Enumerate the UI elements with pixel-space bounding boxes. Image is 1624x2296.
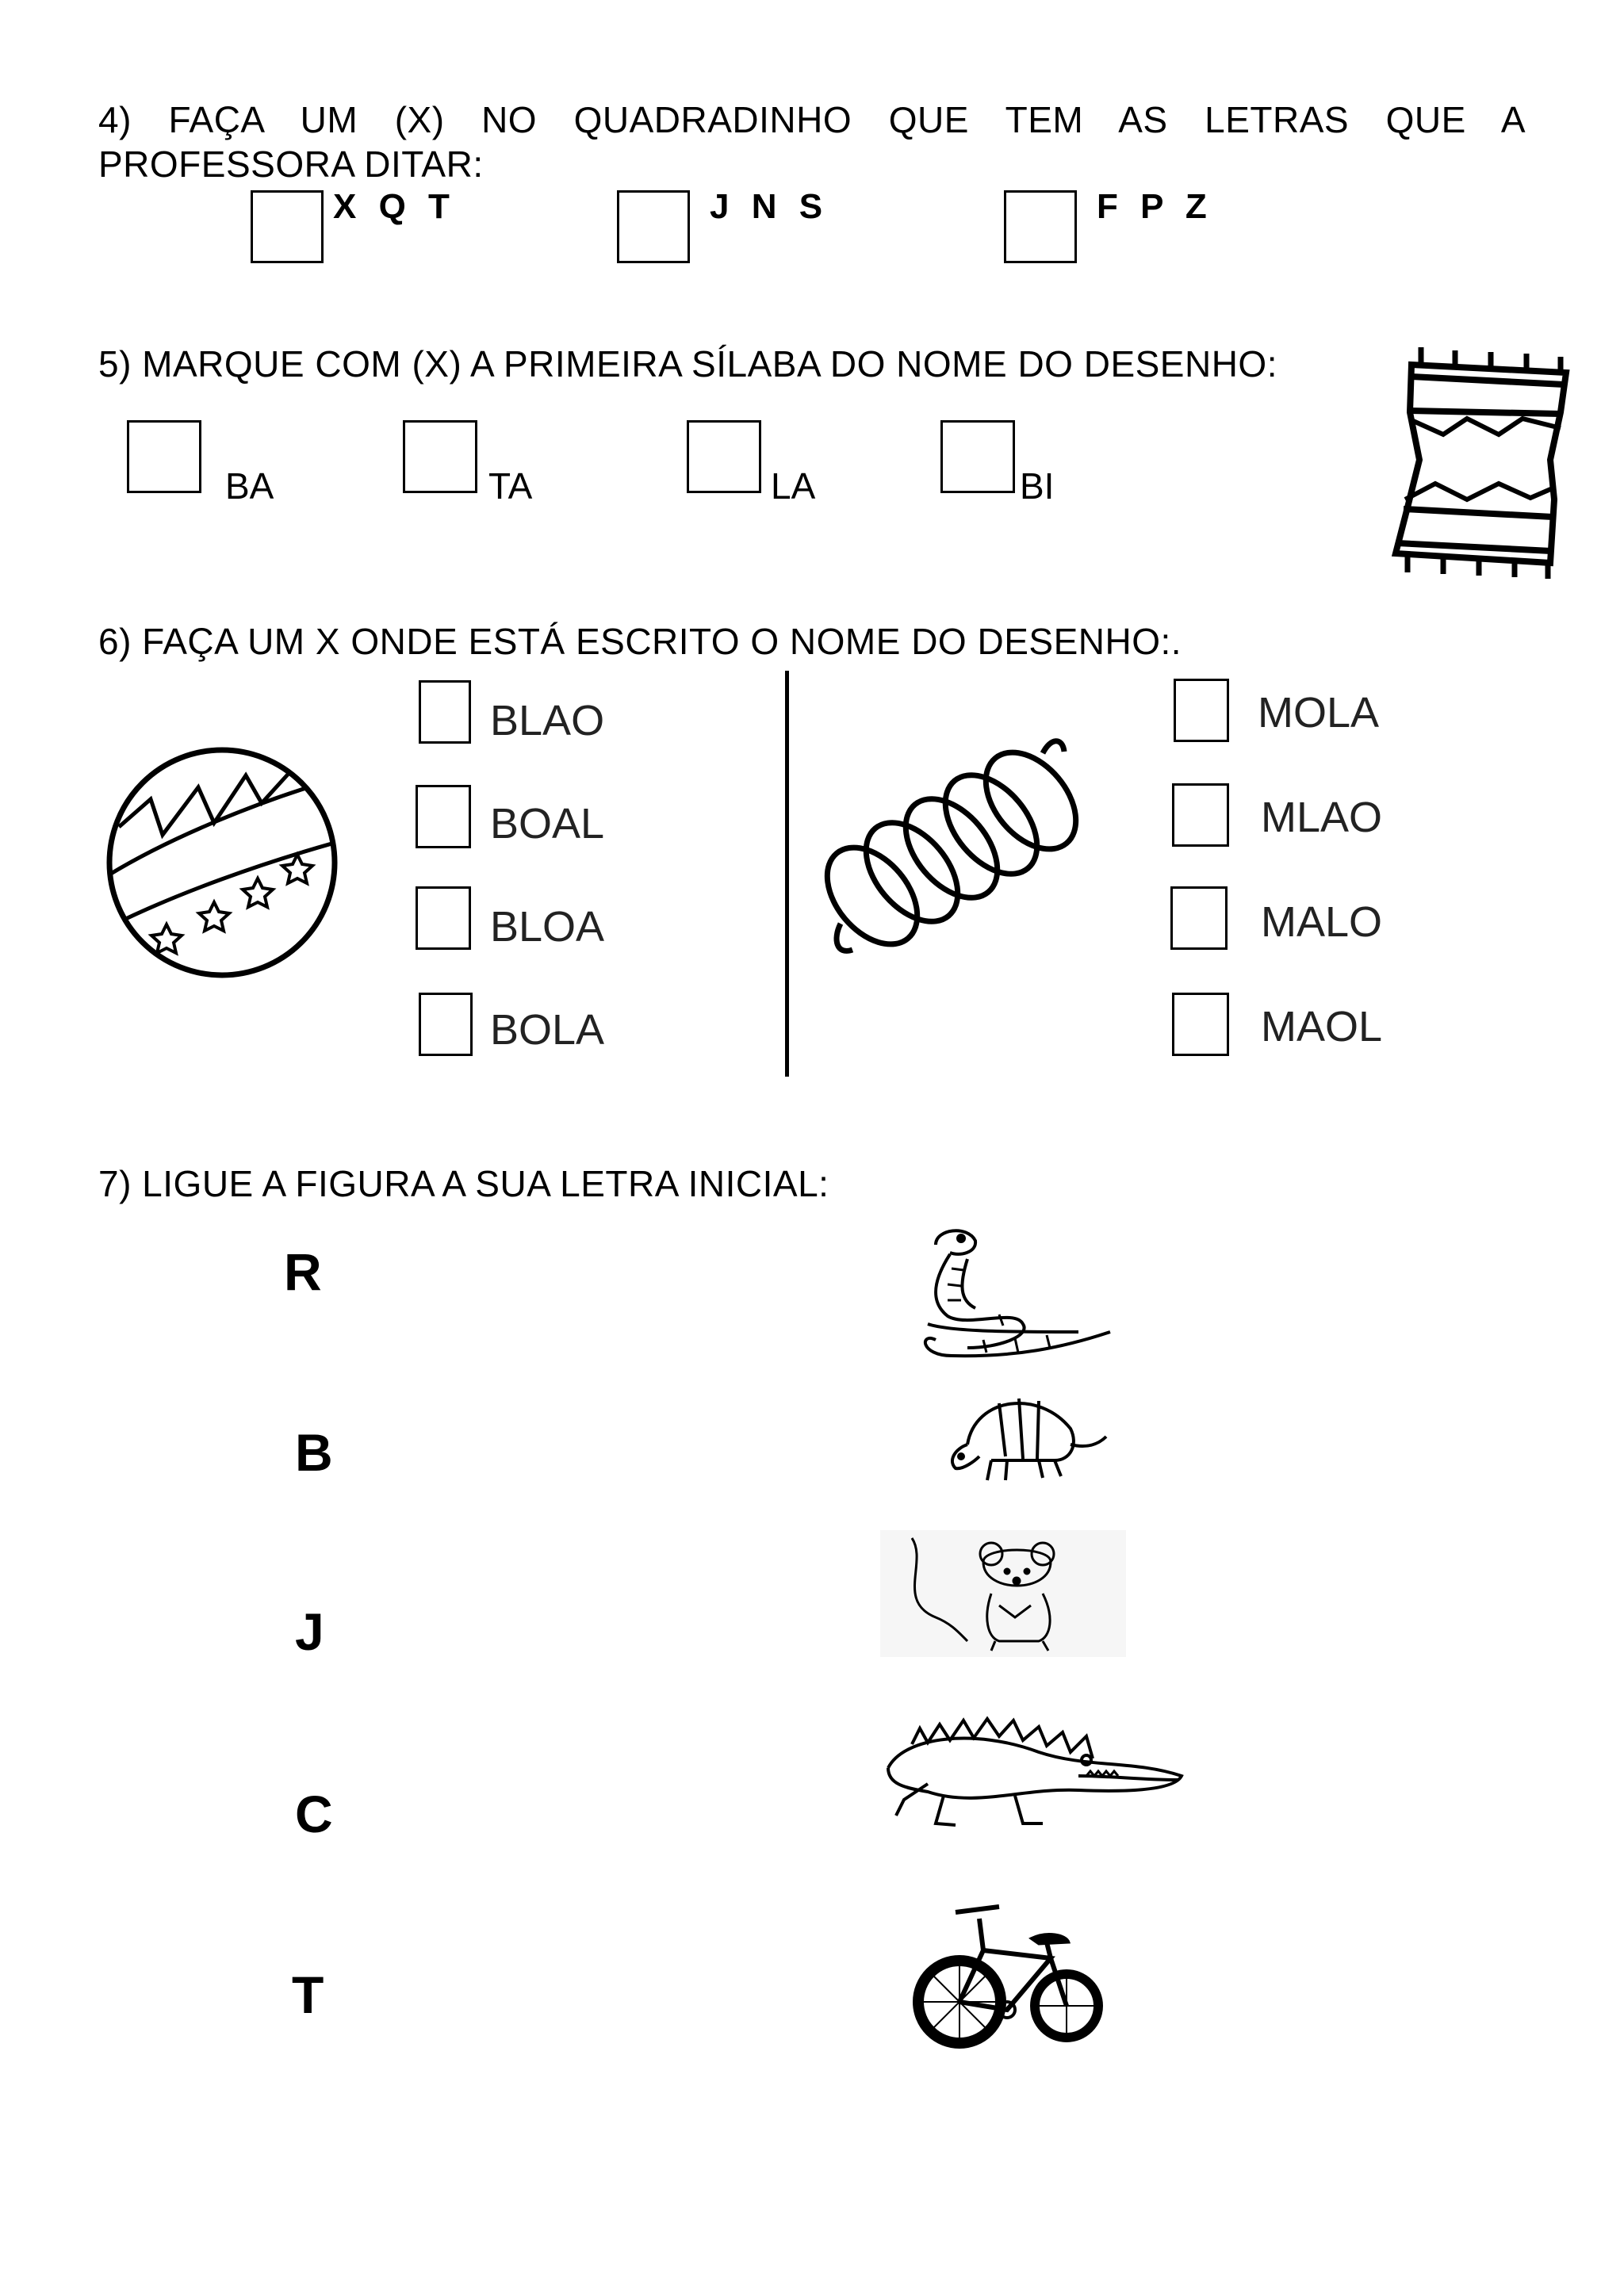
q4-title-line2: PROFESSORA DITAR:: [98, 144, 484, 185]
q7-letter-c[interactable]: C: [295, 1785, 333, 1843]
q6-right-checkbox-4[interactable]: [1172, 993, 1229, 1056]
q6-right-option-3: MALO: [1261, 898, 1383, 946]
q5-option-la: LA: [771, 465, 816, 507]
q6-left-checkbox-2[interactable]: [416, 785, 471, 848]
q6-right-checkbox-1[interactable]: [1174, 679, 1229, 742]
q7-letter-b[interactable]: B: [295, 1423, 333, 1482]
q4-option-3: F P Z: [1097, 187, 1213, 226]
q5-checkbox-ta[interactable]: [403, 420, 477, 493]
q6-left-option-2: BOAL: [490, 800, 605, 848]
q7-title: 7) LIGUE A FIGURA A SUA LETRA INICIAL:: [98, 1163, 829, 1204]
q6-left-option-4: BOLA: [490, 1006, 605, 1054]
q6-right-checkbox-2[interactable]: [1172, 783, 1229, 847]
ball-icon: [103, 744, 341, 982]
q6-left-checkbox-3[interactable]: [416, 886, 471, 950]
q6-right-option-2: MLAO: [1261, 794, 1383, 841]
q7-letter-r[interactable]: R: [284, 1242, 322, 1301]
bicycle-icon[interactable]: [912, 1895, 1110, 2053]
armadillo-icon[interactable]: [944, 1381, 1110, 1492]
q6-title: 6) FAÇA UM X ONDE ESTÁ ESCRITO O NOME DO DESENHO:.: [98, 621, 1182, 662]
q4-checkbox-2[interactable]: [617, 190, 690, 263]
q5-option-bi: BI: [1020, 465, 1055, 507]
q6-right-option-1: MOLA: [1258, 689, 1380, 737]
candy-wrapper-icon: [1380, 341, 1586, 587]
alligator-icon[interactable]: [880, 1697, 1189, 1839]
spring-icon: [817, 729, 1110, 975]
q5-checkbox-ba[interactable]: [127, 420, 201, 493]
q6-left-option-1: BLAO: [490, 697, 605, 744]
q6-right-checkbox-3[interactable]: [1170, 886, 1228, 950]
snake-icon[interactable]: [904, 1221, 1126, 1364]
q5-checkbox-la[interactable]: [687, 420, 761, 493]
q6-left-checkbox-1[interactable]: [419, 680, 471, 744]
q5-title: 5) MARQUE COM (X) A PRIMEIRA SÍLABA DO NOME DO DESENHO:: [98, 343, 1277, 385]
q7-letter-j[interactable]: J: [295, 1602, 324, 1661]
q4-title-line1: 4) FAÇA UM (X) NO QUADRADINHO QUE TEM AS LETRAS QUE A: [98, 99, 1526, 140]
q4-option-2: J N S: [710, 187, 829, 226]
q7-letter-t[interactable]: T: [292, 1965, 324, 2024]
q4-option-1: X Q T: [333, 187, 456, 226]
q4-checkbox-3[interactable]: [1004, 190, 1077, 263]
q6-divider: [785, 671, 789, 1077]
q6-left-checkbox-4[interactable]: [419, 993, 473, 1056]
q5-option-ta: TA: [488, 465, 533, 507]
q5-option-ba: BA: [225, 465, 274, 507]
q5-checkbox-bi[interactable]: [940, 420, 1015, 493]
q4-checkbox-1[interactable]: [251, 190, 324, 263]
mouse-icon[interactable]: [880, 1530, 1126, 1657]
q6-left-option-3: BLOA: [490, 903, 605, 951]
q6-right-option-4: MAOL: [1261, 1003, 1383, 1050]
